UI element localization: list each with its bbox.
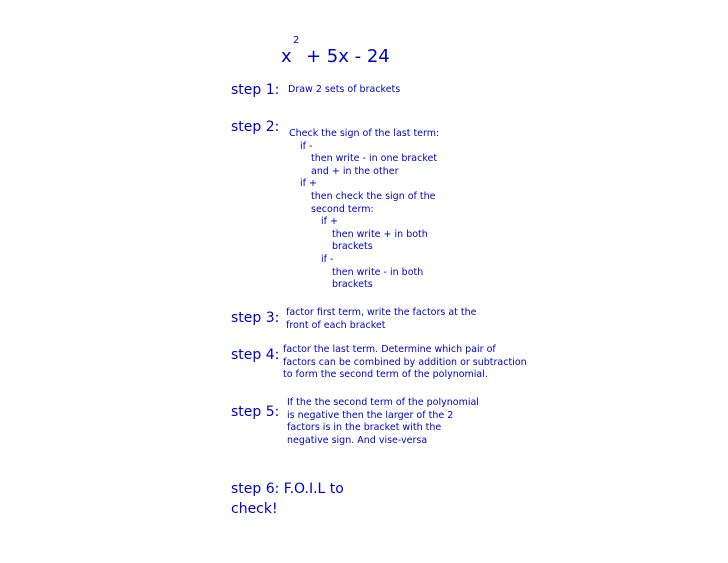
step-1-text [288, 84, 400, 97]
step-5-line: negative sign. And vise-versa [287, 434, 428, 446]
step-2-line: Check the sign of the last term: [289, 128, 440, 139]
step-2-label: step 2: [231, 119, 280, 135]
step-6 [231, 479, 344, 519]
step-2-line: second term: [311, 203, 374, 215]
step-1-line: Draw 2 sets of brackets [288, 84, 401, 95]
step-2-line: then write - in both [332, 266, 424, 278]
step-2-line: then write + in both [332, 228, 428, 240]
step-5-line: is negative then the larger of the 2 [287, 409, 454, 421]
step-2-text [289, 128, 439, 292]
step-2-line: if - [321, 253, 334, 265]
step-2-line: brackets [332, 241, 373, 253]
step-3-label: step 3: [231, 310, 280, 326]
step-6-line-1: step 6: F.O.I.L to [231, 481, 344, 497]
step-2-line: if + [321, 216, 338, 228]
step-4-line: factors can be combined by addition or subtraction [283, 356, 527, 368]
step-5-line: factors is in the bracket with the [287, 422, 442, 434]
step-2-line: brackets [332, 279, 373, 291]
step-5-line: If the the second term of the polynomial [287, 397, 479, 408]
step-3-text [286, 307, 477, 332]
step-6-line-2: check! [231, 501, 278, 517]
step-2-line: and + in the other [311, 165, 399, 177]
step-4-line: factor the last term. Determine which pair of [283, 344, 496, 355]
step-4-line: to form the second term of the polynomial. [283, 369, 488, 381]
step-2-line: if + [300, 178, 317, 190]
title-variable: x [281, 46, 292, 67]
step-5-text [287, 397, 479, 447]
step-1-label: step 1: [231, 82, 280, 98]
step-3-line: factor first term, write the factors at the [286, 307, 477, 318]
step-5-label: step 5: [231, 404, 280, 420]
step-2-line: then write - in one bracket [311, 153, 438, 165]
title-exponent: 2 [293, 35, 300, 46]
step-4-text [283, 344, 527, 382]
title-expression: + 5x - 24 [306, 46, 390, 67]
step-2-line: if - [300, 140, 313, 152]
step-2-line: then check the sign of the [311, 190, 436, 202]
step-3-line: front of each bracket [286, 319, 386, 331]
step-4-label: step 4: [231, 347, 280, 363]
